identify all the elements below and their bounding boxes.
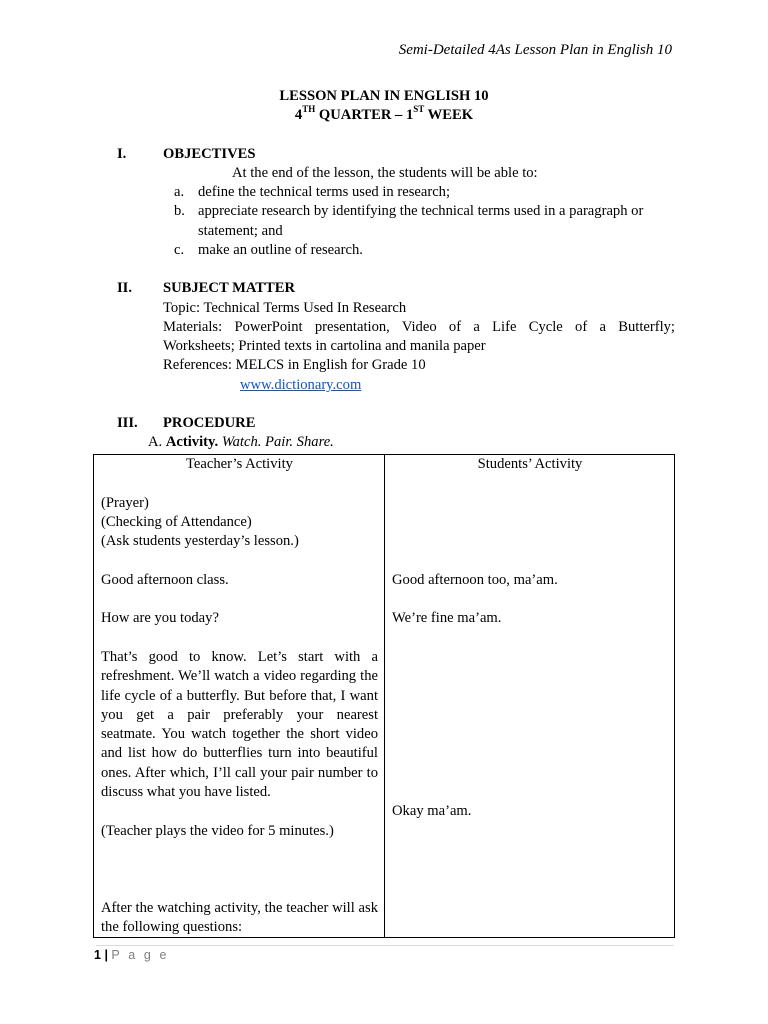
quarter-word: QUARTER – 1 <box>318 107 414 123</box>
objectives-numeral: I. <box>117 146 127 162</box>
page-footer <box>94 948 169 962</box>
objectives-intro: At the end of the lesson, the students will be able to: <box>232 165 538 181</box>
objective-letter-a: a. <box>174 184 185 200</box>
footer-rule <box>96 945 674 946</box>
student-greeting: Good afternoon too, ma’am. <box>392 571 558 588</box>
teacher-how-are-you: How are you today? <box>101 610 219 627</box>
subject-references: References: MELCS in English for Grade 10 <box>163 357 426 373</box>
subject-materials-line1: Materials: PowerPoint presentation, Video of a Life Cycle of a Butterfly; <box>163 319 675 335</box>
running-header: Semi-Detailed 4As Lesson Plan in English 10 <box>398 42 672 58</box>
teacher-prayer: (Prayer) <box>101 494 149 511</box>
teacher-activity-column <box>94 455 385 938</box>
footer-separator: | <box>104 948 108 962</box>
activity-steps: Watch. Pair. Share. <box>221 434 334 450</box>
objectives-heading: OBJECTIVES <box>163 146 256 162</box>
reference-link[interactable]: www.dictionary.com <box>240 377 362 393</box>
subject-numeral: II. <box>117 280 133 296</box>
student-activity-column <box>385 455 675 938</box>
teacher-video-instructions: That’s good to know. Let’s start with a refreshment. We’ll watch a video regarding the life cycle of a butterfly. But before that, I want you get a pair preferably your nearest seatmate. You watch together the short video and list how do butterflies turn into beautiful ones. After which, I’ll call your pair number to discuss what you have listed. <box>101 648 378 801</box>
quarter-number: 4 <box>294 107 303 123</box>
activity-subheading <box>148 434 334 451</box>
teacher-attendance: (Checking of Attendance) <box>101 513 252 530</box>
student-okay: Okay ma’am. <box>392 803 472 820</box>
teacher-ask-lesson: (Ask students yesterday’s lesson.) <box>101 533 299 550</box>
teacher-column-header: Teacher’s Activity <box>186 456 293 472</box>
teacher-greeting: Good afternoon class. <box>101 571 229 588</box>
objective-item-b: appreciate research by identifying the technical terms used in a paragraph or <box>198 203 644 219</box>
activity-letter: A. <box>148 434 163 450</box>
objective-letter-c: c. <box>174 242 185 258</box>
objective-item-b-cont: statement; and <box>198 223 283 239</box>
objective-item-a: define the technical terms used in research; <box>198 184 451 200</box>
procedure-heading: PROCEDURE <box>163 415 256 431</box>
procedure-numeral: III. <box>117 415 138 431</box>
objective-item-c: make an outline of research. <box>198 242 363 258</box>
student-fine: We’re fine ma’am. <box>392 610 502 627</box>
teacher-plays-video: (Teacher plays the video for 5 minutes.) <box>101 822 334 839</box>
subject-heading: SUBJECT MATTER <box>163 280 296 296</box>
week-superscript: ST <box>413 104 425 115</box>
document-title: LESSON PLAN IN ENGLISH 10 <box>279 88 489 104</box>
teacher-after-watching: After the watching activity, the teacher will ask the following questions: <box>101 899 378 936</box>
subject-materials-line2: Worksheets; Printed texts in cartolina and manila paper <box>163 338 486 354</box>
activity-title: Activity. <box>165 434 219 450</box>
week-word: WEEK <box>427 107 474 123</box>
objective-letter-b: b. <box>174 203 185 219</box>
document-subtitle <box>96 104 672 124</box>
page-number: 1 <box>94 948 101 962</box>
page-word: P a g e <box>111 948 170 962</box>
student-column-header: Students’ Activity <box>477 456 583 472</box>
subject-topic: Topic: Technical Terms Used In Research <box>163 300 407 316</box>
quarter-superscript: TH <box>302 104 316 115</box>
procedure-table <box>93 454 675 938</box>
